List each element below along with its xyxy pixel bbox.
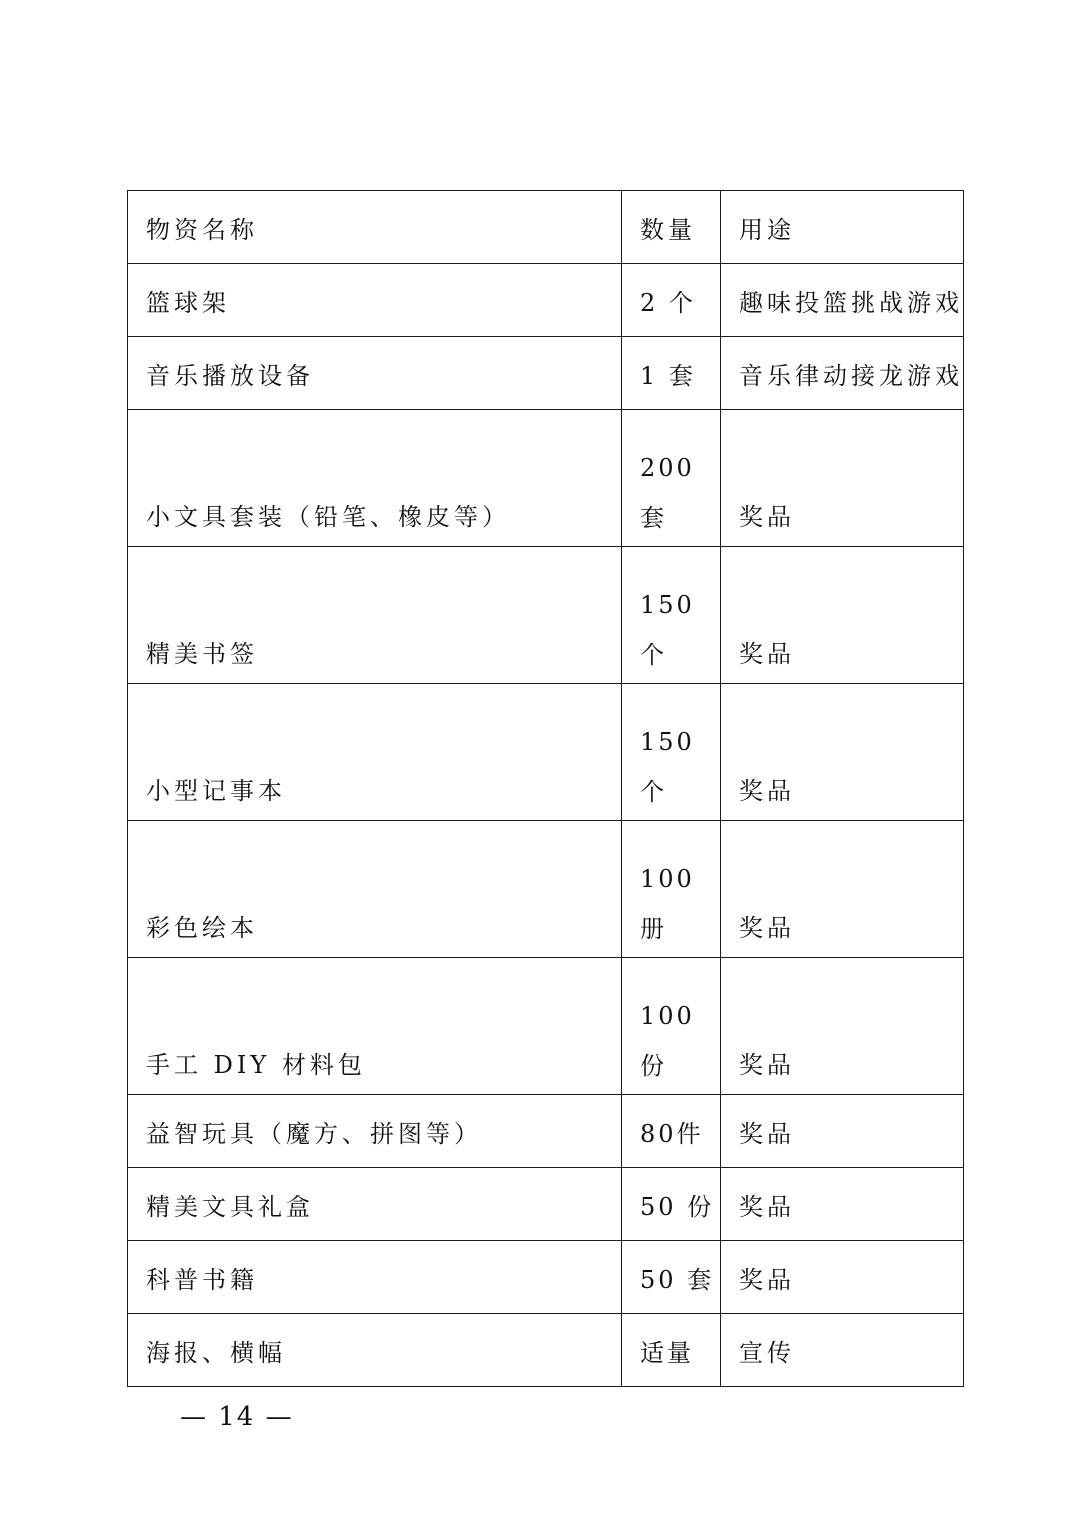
item-name: 手工 DIY 材料包 — [128, 958, 622, 1095]
item-name: 篮球架 — [128, 264, 622, 337]
table-row — [128, 1314, 964, 1387]
item-name: 小文具套装（铅笔、橡皮等） — [128, 410, 622, 547]
item-name: 海报、横幅 — [128, 1314, 622, 1387]
item-qty-unit: 份 — [640, 1052, 667, 1080]
item-qty-number: 2 — [640, 288, 659, 317]
item-qty-number: 80 — [640, 1119, 677, 1148]
item-qty-number: 50 — [640, 1265, 677, 1294]
item-qty-unit: 套 — [640, 504, 667, 532]
item-qty — [622, 410, 721, 547]
item-qty — [622, 821, 721, 958]
table-row — [128, 264, 964, 337]
item-qty-number: 150 — [640, 591, 695, 619]
table-row — [128, 410, 964, 547]
item-use: 音乐律动接龙游戏 — [721, 337, 964, 410]
item-qty-unit: 个 — [668, 288, 696, 317]
item-use: 奖品 — [721, 958, 964, 1095]
item-qty-unit: 套 — [687, 1265, 715, 1294]
item-qty — [622, 264, 721, 337]
table-row — [128, 1095, 964, 1168]
item-use: 宣传 — [721, 1314, 964, 1387]
table-row — [128, 684, 964, 821]
table-row — [128, 337, 964, 410]
item-qty-unit: 适量 — [640, 1338, 694, 1367]
item-qty — [622, 1314, 721, 1387]
item-qty — [622, 684, 721, 821]
header-name: 物资名称 — [128, 191, 622, 264]
item-qty-unit: 份 — [687, 1192, 715, 1221]
item-use: 趣味投篮挑战游戏 — [721, 264, 964, 337]
item-use: 奖品 — [721, 821, 964, 958]
table-row — [128, 1168, 964, 1241]
item-name: 精美书签 — [128, 547, 622, 684]
item-qty — [622, 1241, 721, 1314]
item-qty-number: 100 — [640, 865, 695, 893]
item-use: 奖品 — [721, 1241, 964, 1314]
item-use: 奖品 — [721, 547, 964, 684]
item-name: 科普书籍 — [128, 1241, 622, 1314]
item-qty-unit: 册 — [640, 915, 667, 943]
item-name: 彩色绘本 — [128, 821, 622, 958]
header-qty: 数量 — [622, 191, 721, 264]
materials-table — [127, 190, 964, 1387]
item-qty-unit: 件 — [676, 1119, 704, 1148]
item-use: 奖品 — [721, 684, 964, 821]
table-header-row — [128, 191, 964, 264]
item-name: 益智玩具（魔方、拼图等） — [128, 1095, 622, 1168]
item-qty-number: 1 — [640, 361, 659, 390]
item-qty — [622, 958, 721, 1095]
header-use: 用途 — [721, 191, 964, 264]
item-name: 精美文具礼盒 — [128, 1168, 622, 1241]
page-number: — 14 — — [180, 1402, 294, 1432]
table-row — [128, 1241, 964, 1314]
item-qty-number: 50 — [640, 1192, 677, 1221]
item-use: 奖品 — [721, 410, 964, 547]
item-use: 奖品 — [721, 1095, 964, 1168]
item-qty-number: 150 — [640, 728, 695, 756]
item-qty-unit: 套 — [668, 361, 696, 390]
item-name: 小型记事本 — [128, 684, 622, 821]
item-qty — [622, 1168, 721, 1241]
item-qty-number: 200 — [640, 454, 695, 482]
table-row — [128, 821, 964, 958]
item-qty — [622, 337, 721, 410]
item-qty — [622, 547, 721, 684]
item-qty-unit: 个 — [640, 641, 667, 669]
item-name: 音乐播放设备 — [128, 337, 622, 410]
table-row — [128, 958, 964, 1095]
item-use: 奖品 — [721, 1168, 964, 1241]
item-qty-number: 100 — [640, 1002, 695, 1030]
item-qty — [622, 1095, 721, 1168]
item-qty-unit: 个 — [640, 778, 667, 806]
table-row — [128, 547, 964, 684]
